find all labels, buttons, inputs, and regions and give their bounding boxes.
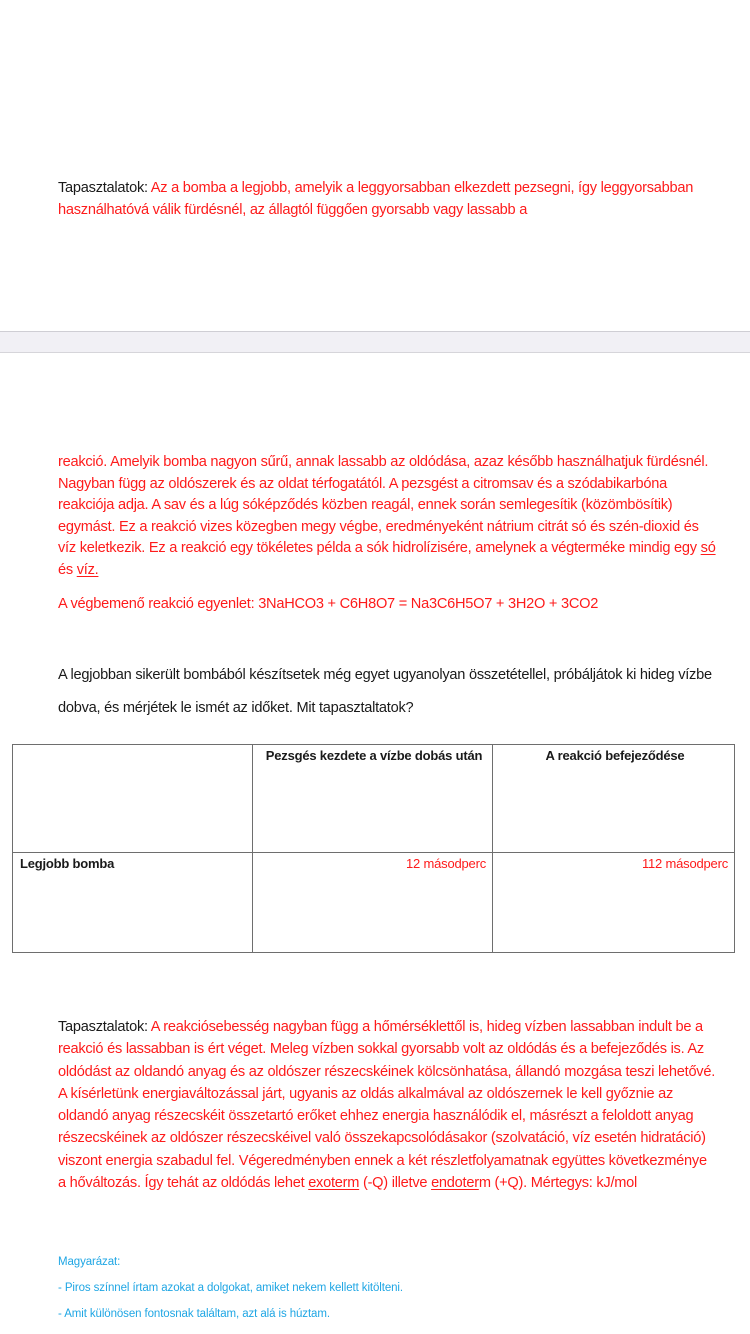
- underlined-water: víz.: [76, 561, 99, 578]
- cell-fizz-start: 12 másodperc: [253, 853, 493, 953]
- table-header-empty: [13, 745, 253, 853]
- continuation-text: reakció. Amelyik bomba nagyon sűrű, annak lassabb az oldódása, azaz később használhatjuk fürdésnél. Nagyban függ az oldószerek és az oldat térfogatától. A pezsgést a citromsav és a szódabikarbóna reakciója adja. A sav és a lúg sóképződés közben reagál, ennek során semlegesítik (közömbösítik) egymást. Ez a reakció vizes közegben megy végbe, eredményeként nátrium citrát só és szén-dioxid és víz keletkezik. Ez a reakció egy tökéletes példa a sók hidrolízisére, amelynek a végterméke mindig egy: [58, 454, 709, 557]
- observations2-label: Tapasztalatok:: [58, 1019, 148, 1035]
- document-page-1: [0, 0, 750, 331]
- underlined-exoterm: exoterm: [308, 1175, 360, 1192]
- task-prompt: A legjobban sikerült bombából készítsetek még egyet ugyanolyan összetétellel, próbáljátok ki hideg vízbe dobva, és mérjétek le ismét az időket. Mit tapasztaltatok?: [58, 667, 712, 716]
- row-label-best-bomb: Legjobb bomba: [13, 853, 253, 953]
- observations-paragraph-1: [58, 178, 718, 221]
- table-header-row: [13, 745, 735, 853]
- observations-continuation: [58, 452, 718, 582]
- notes-title: Magyarázat:: [58, 1256, 121, 1268]
- observations2-text: A reakciósebesség nagyban függ a hőmérséklettől is, hideg vízben lassabban indult be a reakció és lassabban is ért véget. Meleg vízben sokkal gyorsabb volt az oldódás és a befejeződés is. Az oldódást az oldandó anyag és az oldószer részecskéinek kölcsönhatása, állandó mozgása teszi lehetővé. A kísérletünk energiaváltozással járt, ugyanis az oldás alkalmával az oldószernek le kell győznie az oldandó anyag részecskéit összetartó erőket ehhez energia használódik el, másrészt a feloldott anyag részecskéinek az oldószer részecskéivel való összekapcsolódásakor (szolvatáció, víz esetén hidratáció) viszont energia szabadul fel. Végeredményben ennek a két részletfolyamatnak együttes következménye a hőváltozás. Így tehát az oldódás lehet: [58, 1019, 716, 1192]
- note-line-red-text: - Piros színnel írtam azokat a dolgokat, amiket nekem kellett kitölteni.: [58, 1282, 403, 1294]
- note-line-underline: - Amit különösen fontosnak találtam, azt alá is húztam.: [58, 1308, 330, 1320]
- table-header-reaction-end: A reakció befejeződése: [493, 745, 735, 853]
- observations-label: Tapasztalatok:: [58, 180, 148, 196]
- page-break-separator: [0, 331, 750, 353]
- table-row: [13, 853, 735, 953]
- observations-answer: Az a bomba a legjobb, amelyik a leggyorsabban elkezdett pezsegni, így leggyorsabban használhatóvá válik fürdésnél, az állagtól függően gyorsabb vagy lassabb a: [58, 180, 694, 218]
- observations-paragraph-2: [58, 1016, 718, 1194]
- underlined-endoterm: endoter: [431, 1175, 479, 1192]
- continuation-and: és: [58, 561, 77, 578]
- explanation-notes: [58, 1254, 403, 1332]
- observations2-middle: (-Q) illetve: [359, 1175, 432, 1192]
- results-table: [12, 744, 735, 953]
- cell-reaction-end: 112 másodperc: [493, 853, 735, 953]
- reaction-equation: A végbemenő reakció egyenlet: 3NaHCO3 + C6H8O7 = Na3C6H5O7 + 3H2O + 3CO2: [58, 596, 599, 612]
- underlined-salt: só: [700, 540, 716, 557]
- table-header-fizz-start: Pezsgés kezdete a vízbe dobás után: [253, 745, 493, 853]
- observations2-tail: m (+Q). Mértegys: kJ/mol: [478, 1175, 638, 1192]
